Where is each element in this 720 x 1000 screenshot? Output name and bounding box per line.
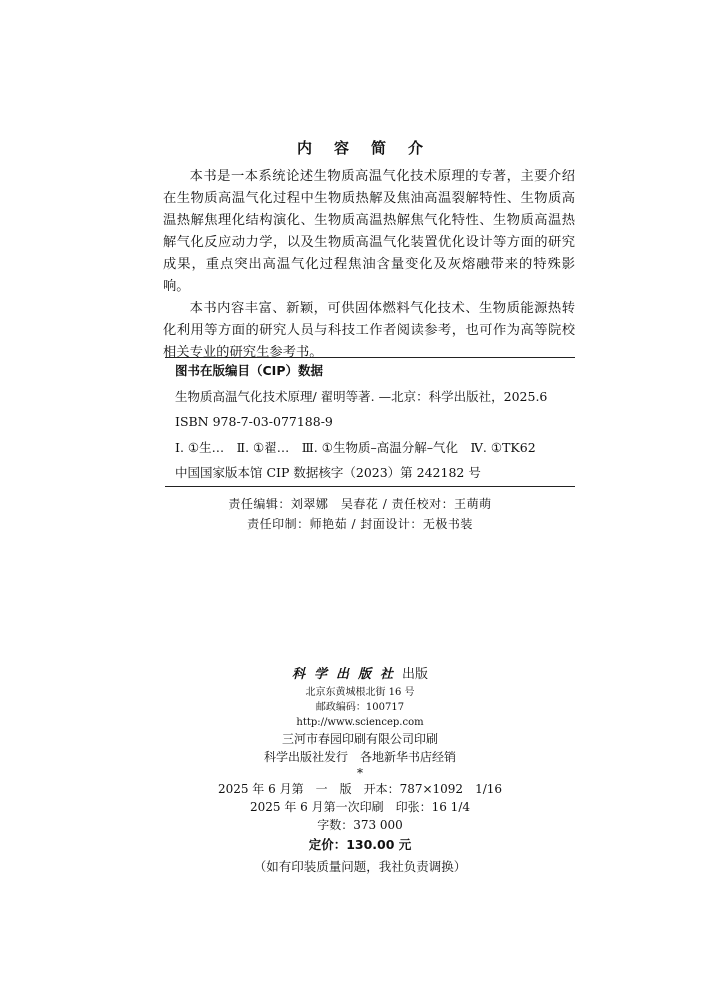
quality-note: （如有印装质量问题，我社负责调换） <box>253 859 467 874</box>
editors-line-1: 责任编辑：刘翠娜 吴春花 / 责任校对：王萌萌 <box>228 497 492 511</box>
printer: 三河市春园印刷有限公司印刷 <box>281 732 438 746</box>
publisher-suffix: 出版 <box>402 667 429 682</box>
intro-paragraph-1: 本书是一本系统论述生物质高温气化技术原理的专著，主要介绍在生物质高温气化过程中生物质热解及焦油高温裂解特性、生物质高温热解焦理化结构演化、生物质高温热解焦气化特性、生物质高温热解气化反应动力学，以及生物质高温气化装置优化设计等方面的研究成果，重点突出高温气化过程焦油含量变化及灰熔融带来的特殊影响。 <box>163 169 575 294</box>
edition-line: 2025 年 6 月第 一 版 开本：787×1092 1/16 <box>217 782 503 796</box>
publisher-url: http://www.sciencep.com <box>296 717 424 728</box>
intro-text <box>163 166 575 364</box>
publisher-block <box>0 665 720 878</box>
word-count: 字数：373 000 <box>317 818 403 832</box>
cip-heading: 图书在版编目（CIP）数据 <box>175 363 323 378</box>
cip-block <box>165 357 575 487</box>
intro-paragraph-2: 本书内容丰富、新颖，可供固体燃料气化技术、生物质能源热转化利用等方面的研究人员与科技工作者阅读参考，也可作为高等院校相关专业的研究生参考书。 <box>163 301 575 360</box>
price: 定价：130.00 元 <box>308 837 412 852</box>
publisher-logo: 科学出版社 <box>291 667 402 682</box>
publisher-postcode: 邮政编码：100717 <box>315 702 405 713</box>
publisher-name <box>0 665 720 685</box>
cip-record: 中国国家版本馆 CIP 数据核字（2023）第 242182 号 <box>175 465 481 480</box>
cip-classification: Ⅰ. ①生… Ⅱ. ①翟… Ⅲ. ①生物质–高温分解–气化 Ⅳ. ①TK62 <box>175 439 536 455</box>
intro-title: 内容简介 <box>296 139 445 157</box>
cip-isbn: ISBN 978-7-03-077188-9 <box>175 414 333 429</box>
cip-book-line: 生物质高温气化技术原理/ 翟明等著. —北京：科学出版社，2025.6 <box>175 388 548 404</box>
printing-line: 2025 年 6 月第一次印刷 印张：16 1/4 <box>249 800 470 814</box>
distribution: 科学出版社发行 各地新华书店经销 <box>263 750 456 764</box>
publisher-address: 北京东黄城根北街 16 号 <box>305 687 415 698</box>
separator-star: * <box>357 766 363 780</box>
editors-line-2: 责任印制：师艳茹 / 封面设计：无极书装 <box>247 517 473 531</box>
editors-block <box>0 494 720 534</box>
